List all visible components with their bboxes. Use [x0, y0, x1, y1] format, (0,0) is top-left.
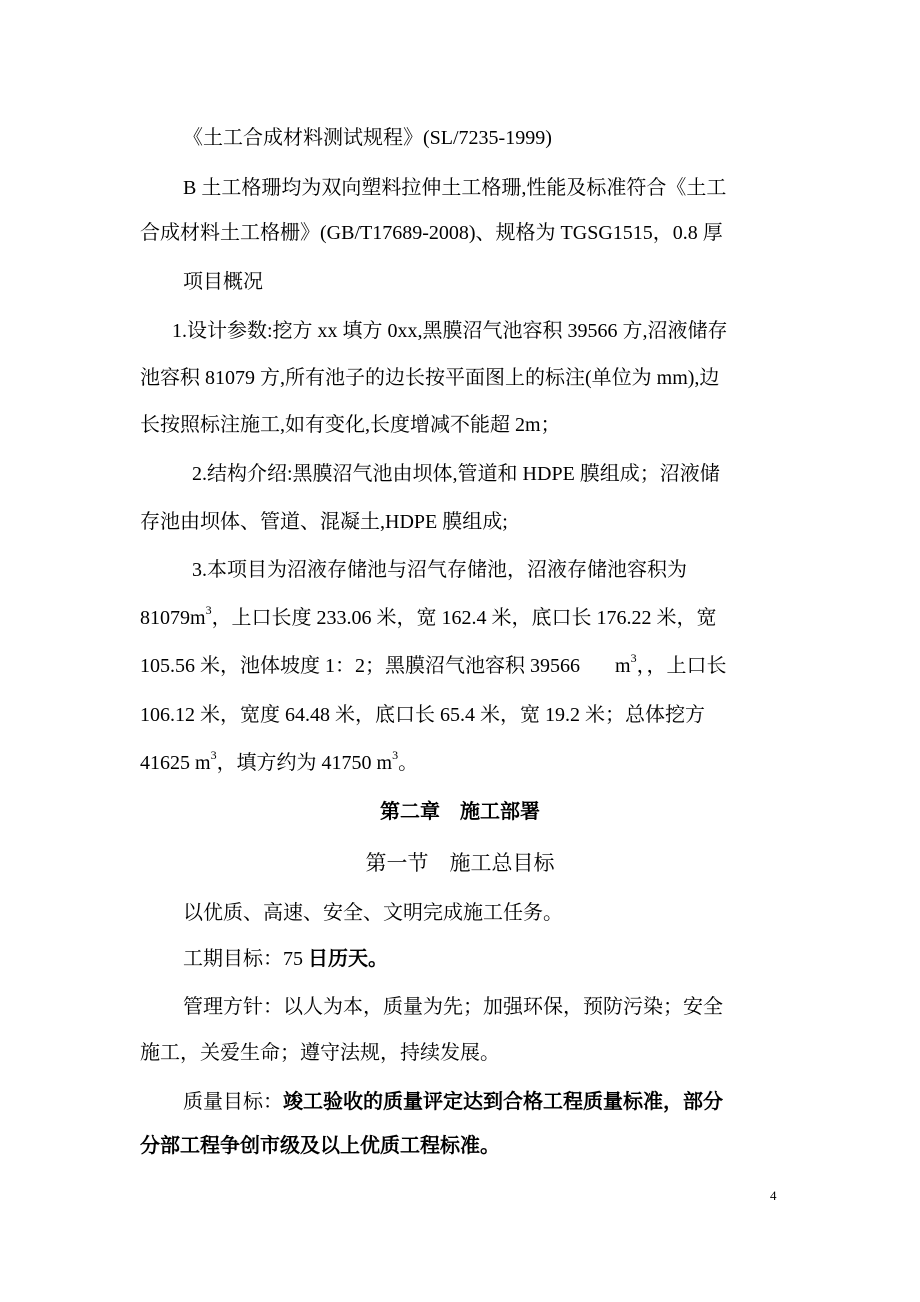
quality-label: 质量目标：	[183, 1091, 283, 1113]
structure-line-1: 2.结构介绍:黑膜沼气池由坝体,管道和 HDPE 膜组成；沼液储	[192, 463, 720, 485]
schedule-goal-line	[183, 945, 833, 973]
geogrid-line-1: B 土工格珊均为双向塑料拉伸土工格珊,性能及标准符合《土工	[183, 177, 727, 199]
design-params-line-1: 1.设计参数:挖方 xx 填方 0xx,黑膜沼气池容积 39566 方,沼液储存	[172, 320, 728, 342]
design-params-line-2: 池容积 81079 方,所有池子的边长按平面图上的标注(单位为 mm),边	[140, 367, 720, 389]
geogrid-line-2: 合成材料土工格栅》(GB/T17689-2008)、规格为 TGSG1515，0.8 厚	[140, 222, 723, 244]
chapter-title: 第二章 施工部署	[380, 801, 540, 823]
project-line-1: 3.本项目为沼液存储池与沼气存储池，沼液存储池容积为	[192, 559, 687, 581]
overview-heading: 项目概况	[183, 271, 263, 293]
structure-line-2: 存池由坝体、管道、混凝土,HDPE 膜组成;	[140, 511, 508, 533]
standard-reference-line: 《土工合成材料测试规程》(SL/7235-1999)	[183, 127, 552, 149]
project-line-3	[140, 652, 790, 680]
general-goal-line: 以优质、高速、安全、文明完成施工任务。	[183, 902, 563, 924]
schedule-value: 日历天。	[308, 948, 388, 970]
unit-superscript: 3	[630, 651, 637, 666]
policy-line-1: 管理方针：以人为本，质量为先；加强环保，预防污染；安全	[183, 996, 723, 1018]
schedule-label: 工期目标：75	[183, 948, 308, 970]
section-title: 第一节 施工总目标	[365, 851, 555, 875]
period: 。	[398, 752, 419, 774]
project-line-2-volume: 81079m	[140, 607, 206, 629]
project-line-4: 106.12 米，宽度 64.48 米，底口长 65.4 米，宽 19.2 米；总体挖方	[140, 704, 705, 726]
policy-line-2: 施工，关爱生命；遵守法规，持续发展。	[140, 1042, 500, 1064]
project-line-3-text: 105.56 米，池体坡度 1：2；黑膜沼气池容积 39566 m	[140, 655, 631, 677]
project-line-5	[140, 749, 790, 777]
quality-value-1: 竣工验收的质量评定达到合格工程质量标准，部分	[283, 1091, 723, 1113]
unit-superscript: 3	[392, 748, 399, 763]
unit-superscript: 3	[210, 748, 217, 763]
page-number: 4	[770, 1188, 777, 1203]
fill-volume: ，填方约为 41750 m	[216, 752, 393, 774]
excavation-volume: 41625 m	[140, 752, 211, 774]
project-line-2-dimensions: ，上口长度 233.06 米，宽 162.4 米，底口长 176.22 米，宽	[211, 607, 717, 629]
quality-goal-line-1	[183, 1088, 833, 1116]
quality-goal-line-2: 分部工程争创市级及以上优质工程标准。	[140, 1135, 500, 1157]
project-line-2	[140, 604, 790, 632]
unit-superscript: 3	[205, 603, 212, 618]
project-line-3-tail: ，，上口长	[636, 655, 727, 677]
design-params-line-3: 长按照标注施工,如有变化,长度增减不能超 2m；	[140, 414, 561, 436]
